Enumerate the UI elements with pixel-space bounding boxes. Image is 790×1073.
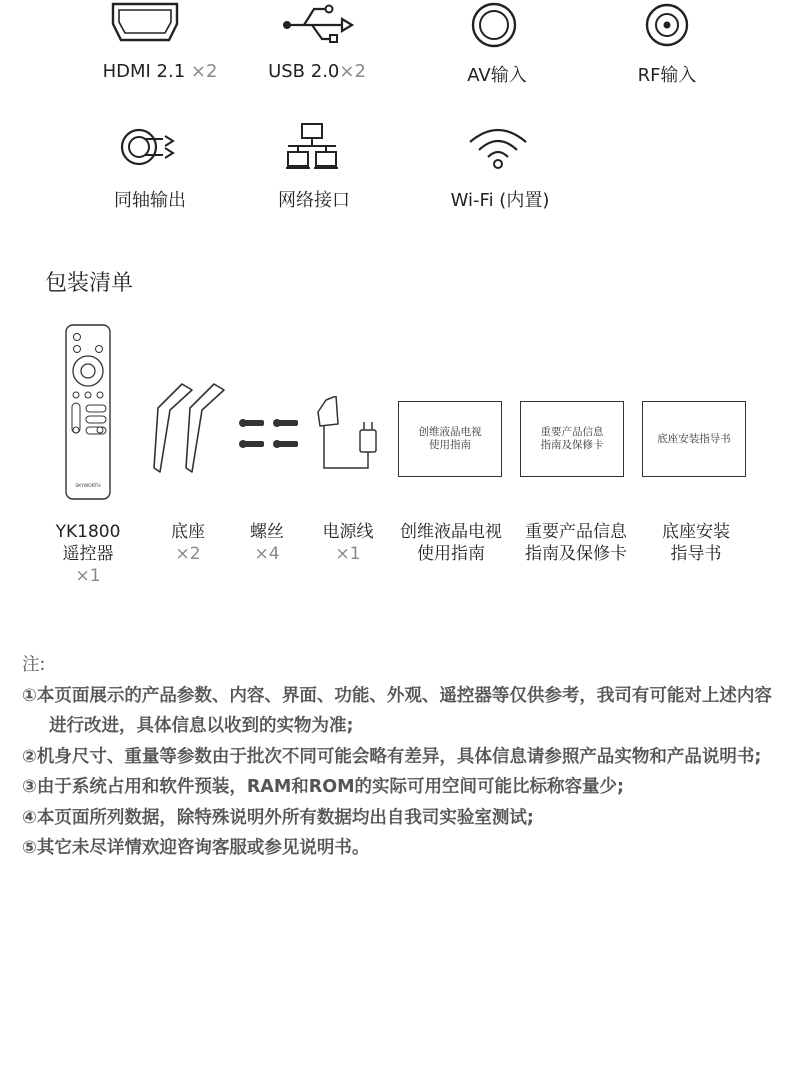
- base-install-booklet-icon: [642, 401, 746, 477]
- port-label-av: AV输入: [467, 65, 527, 86]
- usb-icon: [278, 0, 358, 60]
- booklet-text: 使用指南: [429, 439, 471, 451]
- note-item: ①本页面展示的产品参数、内容、界面、功能、外观、遥控器等仅供参考，我司有可能对上述内容进行改进，具体信息以收到的实物为准;: [22, 685, 772, 736]
- user-guide-booklet-icon: [398, 401, 502, 477]
- package-item-label: YK1800 遥控器 ×1: [55, 522, 121, 586]
- package-item-label: 电源线 ×1: [322, 522, 374, 564]
- port-label-rf: RF输入: [637, 65, 697, 86]
- rf-input-icon: [627, 0, 707, 60]
- coaxial-output-icon: [111, 122, 191, 182]
- port-label-network: 网络接口: [278, 190, 350, 211]
- note-item: ③由于系统占用和软件预装，RAM和ROM的实际可用空间可能比标称容量少;: [22, 777, 625, 797]
- booklet-text: 重要产品信息: [540, 426, 604, 438]
- note-item: ④本页面所列数据，除特殊说明外所有数据均出自我司实验室测试;: [22, 807, 534, 828]
- stand-base-icon: [150, 380, 228, 476]
- power-cord-icon: [316, 396, 380, 472]
- port-label-wifi: Wi-Fi (内置): [450, 190, 550, 211]
- note-item: ⑤其它未尽详情欢迎咨询客服或参见说明书。: [22, 838, 370, 858]
- notes-title: 注:: [22, 655, 46, 675]
- package-item-label: 螺丝 ×4: [250, 522, 284, 564]
- package-item-label: 重要产品信息 指南及保修卡: [525, 522, 627, 564]
- port-label-usb: USB 2.0×2: [268, 61, 366, 82]
- booklet-text: 指南及保修卡: [540, 439, 604, 451]
- package-item-label: 底座 ×2: [171, 522, 205, 564]
- remote-brand: SKYWORTH: [75, 484, 101, 489]
- port-label-hdmi: HDMI 2.1 ×2: [102, 61, 218, 82]
- av-input-icon: [454, 0, 534, 60]
- booklet-text: 底座安装指导书: [657, 432, 731, 445]
- notes-section: [22, 650, 777, 864]
- screws-icon: [238, 413, 302, 453]
- network-port-icon: [272, 122, 352, 182]
- hdmi-port-icon: [105, 0, 185, 60]
- package-list-title: 包装清单: [45, 271, 134, 296]
- package-item-label: 底座安装 指导书: [662, 522, 730, 564]
- port-label-coaxial: 同轴输出: [114, 190, 186, 211]
- package-item-label: 创维液晶电视 使用指南: [400, 522, 502, 564]
- warranty-card-booklet-icon: [520, 401, 624, 477]
- remote-control-icon: [64, 324, 112, 500]
- booklet-text: 创维液晶电视: [418, 426, 482, 438]
- wifi-icon: [458, 122, 538, 182]
- note-item: ②机身尺寸、重量等参数由于批次不同可能会略有差异，具体信息请参照产品实物和产品说明书;: [22, 746, 762, 767]
